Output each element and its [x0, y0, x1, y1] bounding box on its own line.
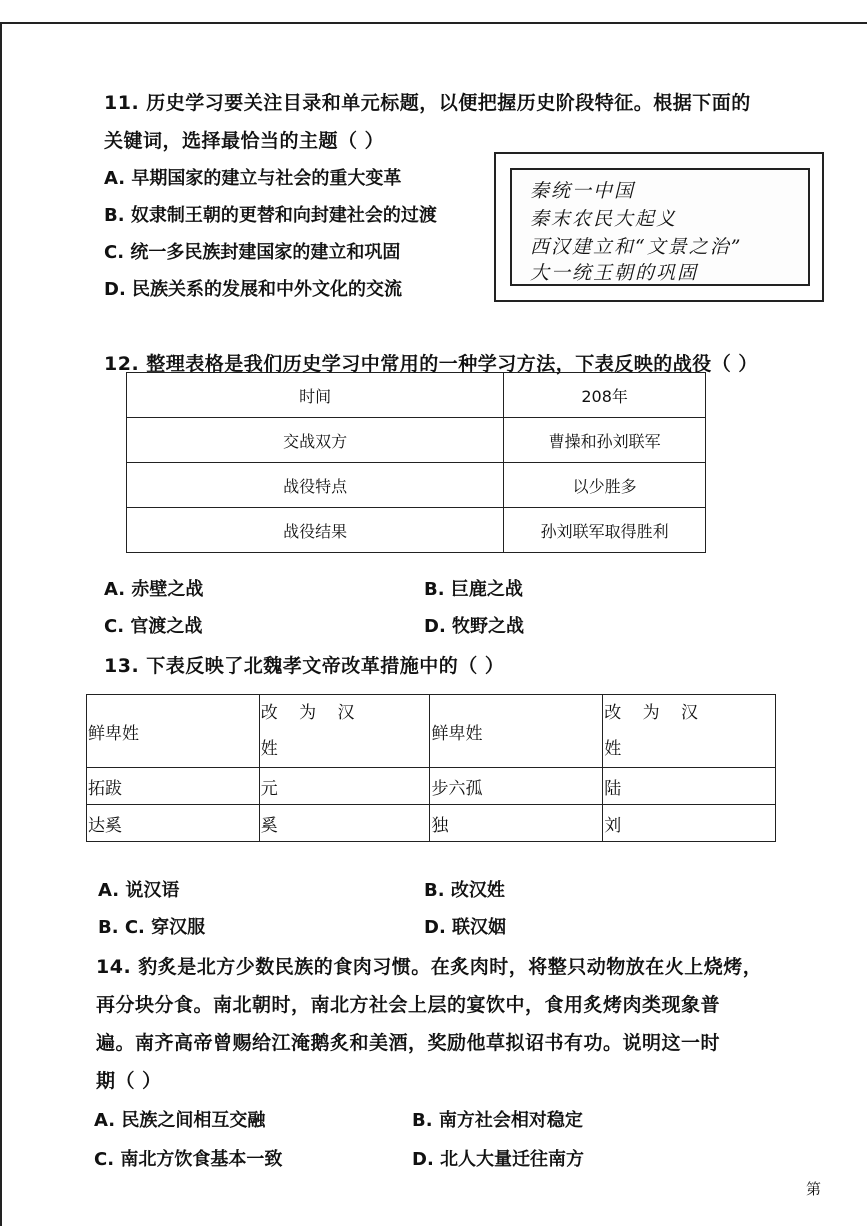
q14-stem-line3: 遍。南齐高帝曾赐给江淹鹅炙和美酒，奖励他草拟诏书有功。说明这一时	[96, 1032, 721, 1054]
keyword-4: 大一统王朝的巩固	[530, 262, 699, 284]
table-header-row	[87, 695, 776, 768]
q12-table	[126, 372, 706, 553]
table-cell: 战役结果	[127, 508, 504, 553]
table-cell: 达奚	[87, 805, 260, 842]
q12-option-c[interactable]: C. 官渡之战	[104, 616, 203, 637]
table-cell: 以少胜多	[504, 463, 706, 508]
q14-stem-line2: 再分块分食。南北朝时，南北方社会上层的宴饮中，食用炙烤肉类现象普	[96, 994, 721, 1016]
q12-option-a[interactable]: A. 赤壁之战	[104, 579, 204, 600]
q12-option-b[interactable]: B. 巨鹿之战	[424, 579, 523, 600]
header-cell-line: 姓	[260, 739, 278, 759]
q11-option-d[interactable]: D. 民族关系的发展和中外文化的交流	[104, 279, 403, 300]
q12-option-d[interactable]: D. 牧野之战	[424, 616, 525, 637]
q14-option-c[interactable]: C. 南北方饮食基本一致	[94, 1149, 283, 1170]
table-cell: 孙刘联军取得胜利	[504, 508, 706, 553]
table-cell: 奚	[259, 805, 430, 842]
table-row	[87, 768, 776, 805]
table-cell: 陆	[603, 768, 776, 805]
q14-stem-line1: 14. 豹炙是北方少数民族的食肉习惯。在炙肉时，将整只动物放在火上烧烤，	[96, 956, 763, 978]
q14-option-d[interactable]: D. 北人大量迁往南方	[412, 1149, 585, 1170]
q11-option-c[interactable]: C. 统一多民族封建国家的建立和巩固	[104, 242, 401, 263]
header-cell: 鲜卑姓	[87, 695, 260, 768]
table-cell: 战役特点	[127, 463, 504, 508]
q11-option-b[interactable]: B. 奴隶制王朝的更替和向封建社会的过渡	[104, 205, 437, 226]
header-cell	[603, 695, 776, 768]
q11-option-a[interactable]: A. 早期国家的建立与社会的重大变革	[104, 168, 402, 189]
table-cell: 刘	[603, 805, 776, 842]
keyword-2: 秦末农民大起义	[530, 208, 678, 230]
q13-option-b[interactable]: B. 改汉姓	[424, 880, 505, 901]
table-cell: 独	[430, 805, 603, 842]
table-row	[87, 805, 776, 842]
table-cell: 元	[259, 768, 430, 805]
table-cell: 步六孤	[430, 768, 603, 805]
q11-stem-line1: 11. 历史学习要关注目录和单元标题，以便把握历史阶段特征。根据下面的	[104, 92, 751, 114]
table-cell: 208年	[504, 373, 706, 418]
header-cell-line: 姓	[604, 739, 622, 759]
q12-stem: 12. 整理表格是我们历史学习中常用的一种学习方法，下表反映的战役（ ）	[104, 353, 758, 375]
q13-option-a[interactable]: A. 说汉语	[98, 880, 180, 901]
table-row	[127, 508, 706, 553]
keyword-1: 秦统一中国	[530, 180, 636, 202]
header-cell	[259, 695, 430, 768]
q14-option-b[interactable]: B. 南方社会相对稳定	[412, 1110, 583, 1131]
q11-stem-line2: 关键词，选择最恰当的主题（ ）	[104, 130, 385, 152]
q13-table	[86, 694, 776, 842]
header-cell-line: 改 为 汉	[604, 703, 706, 723]
table-cell: 交战双方	[127, 418, 504, 463]
table-cell: 曹操和孙刘联军	[504, 418, 706, 463]
q14-option-a[interactable]: A. 民族之间相互交融	[94, 1110, 266, 1131]
page-mark: 第	[806, 1180, 822, 1198]
q13-option-c[interactable]: B. C. 穿汉服	[98, 917, 206, 938]
table-cell: 拓跋	[87, 768, 260, 805]
table-row	[127, 373, 706, 418]
header-cell: 鲜卑姓	[430, 695, 603, 768]
table-cell: 时间	[127, 373, 504, 418]
table-row	[127, 418, 706, 463]
header-cell-line: 改 为 汉	[260, 703, 363, 723]
q14-stem-line4: 期（ ）	[96, 1070, 162, 1092]
q13-option-d[interactable]: D. 联汉姻	[424, 917, 507, 938]
table-row	[127, 463, 706, 508]
q13-stem: 13. 下表反映了北魏孝文帝改革措施中的（ ）	[104, 655, 505, 677]
keyword-3: 西汉建立和“文景之治”	[530, 236, 743, 258]
